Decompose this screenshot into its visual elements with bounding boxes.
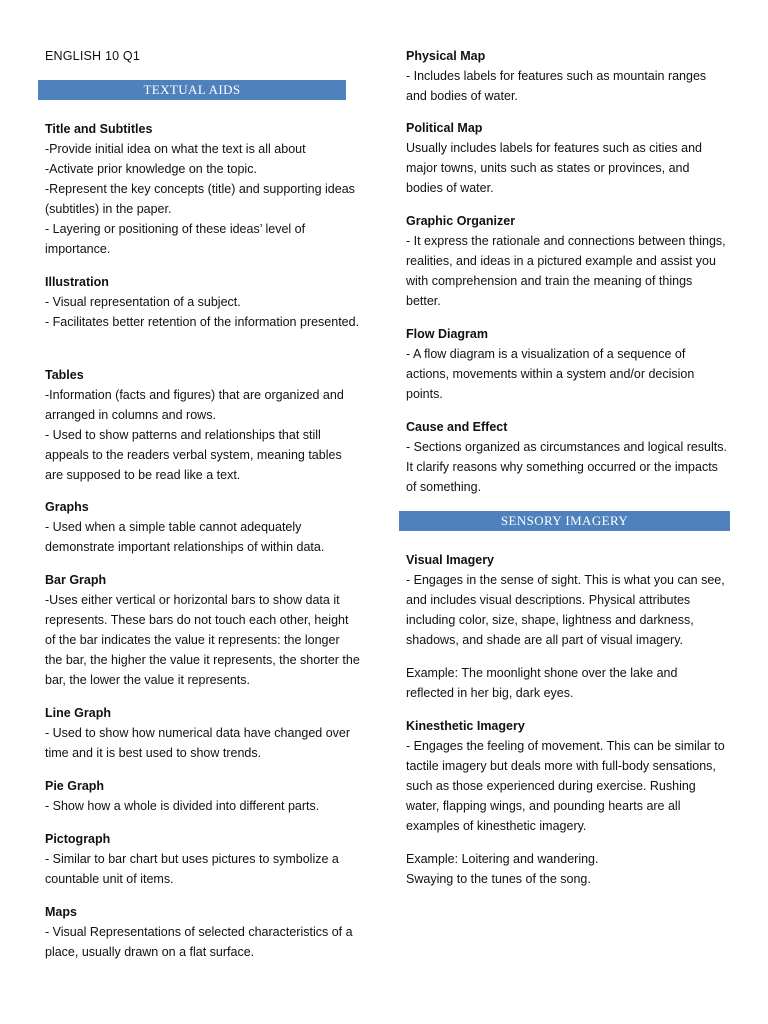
section-line: - Visual representation of a subject. bbox=[45, 295, 241, 309]
section-line: - Engages in the sense of sight. This is what you can see, and includes visual descriptions. Physical attributes including color, size, shape, lightness and darkness, shadows, and shade are all part of visual imagery. bbox=[406, 573, 725, 647]
section-heading: Cause and Effect bbox=[406, 420, 508, 434]
flow-diagram-section bbox=[406, 324, 728, 404]
section-heading: Tables bbox=[45, 368, 84, 382]
section-line: - Show how a whole is divided into different parts. bbox=[45, 799, 320, 813]
tables-section bbox=[45, 365, 360, 485]
graphic-organizer-section bbox=[406, 211, 728, 311]
maps-section bbox=[45, 902, 360, 962]
section-heading: Political Map bbox=[406, 121, 483, 135]
sensory-imagery-banner: SENSORY IMAGERY bbox=[399, 511, 730, 531]
section-line: - Engages the feeling of movement. This can be similar to tactile imagery but deals more with full-body sensations, such as those experienced during exercise. Rushing water, flapping wings, and pounding hearts are all examples of kinesthetic imagery. bbox=[406, 739, 725, 833]
spacer bbox=[406, 650, 728, 663]
section-line: - Sections organized as circumstances and logical results. It clarify reasons why something occurred or the impacts of something. bbox=[406, 440, 727, 494]
section-heading: Kinesthetic Imagery bbox=[406, 719, 525, 733]
example-line: Example: Loitering and wandering. bbox=[406, 852, 599, 866]
physical-map-section bbox=[406, 46, 728, 106]
page-header-title: ENGLISH 10 Q1 bbox=[45, 49, 141, 63]
section-heading: Physical Map bbox=[406, 49, 486, 63]
section-heading: Pictograph bbox=[45, 832, 111, 846]
section-heading: Graphic Organizer bbox=[406, 214, 516, 228]
example-line: Swaying to the tunes of the song. bbox=[406, 872, 591, 886]
section-heading: Visual Imagery bbox=[406, 553, 495, 567]
section-heading: Title and Subtitles bbox=[45, 122, 153, 136]
section-line: - Layering or positioning of these ideas’ level of importance. bbox=[45, 222, 306, 256]
section-line: -Uses either vertical or horizontal bars to show data it represents. These bars do not touch each other, height of the bar indicates the value it represents: the longer the bar, the higher the value it represents, the shorter the bar, the lower the value it represents. bbox=[45, 593, 360, 687]
pie-graph-section bbox=[45, 776, 360, 816]
graphs-section bbox=[45, 497, 360, 557]
section-heading: Maps bbox=[45, 905, 77, 919]
spacer bbox=[406, 836, 728, 849]
section-line: Usually includes labels for features such as cities and major towns, units such as states or provinces, and bodies of water. bbox=[406, 141, 702, 195]
example-line: Example: The moonlight shone over the lake and reflected in her big, dark eyes. bbox=[406, 666, 678, 700]
title-subtitles-section bbox=[45, 119, 360, 259]
illustration-section bbox=[45, 272, 360, 332]
visual-imagery-section bbox=[406, 550, 728, 703]
section-line: - Used to show patterns and relationships that still appeals to the readers verbal system, meaning tables are supposed to be read like a text. bbox=[45, 428, 342, 482]
section-heading: Flow Diagram bbox=[406, 327, 488, 341]
section-line: -Activate prior knowledge on the topic. bbox=[45, 162, 257, 176]
section-line: - Used when a simple table cannot adequately demonstrate important relationships of within data. bbox=[45, 520, 325, 554]
section-heading: Pie Graph bbox=[45, 779, 105, 793]
line-graph-section bbox=[45, 703, 360, 763]
section-line: - Similar to bar chart but uses pictures to symbolize a countable unit of items. bbox=[45, 852, 339, 886]
section-heading: Illustration bbox=[45, 275, 109, 289]
kinesthetic-imagery-section bbox=[406, 716, 728, 889]
section-line: - Visual Representations of selected characteristics of a place, usually drawn on a flat surface. bbox=[45, 925, 353, 959]
section-line: -Provide initial idea on what the text is all about bbox=[45, 142, 306, 156]
section-line: - A flow diagram is a visualization of a sequence of actions, movements within a system and/or decision points. bbox=[406, 347, 695, 401]
section-line: - It express the rationale and connections between things, realities, and ideas in a pictured example and assist you with comprehension and train the meaning of things better. bbox=[406, 234, 726, 308]
cause-effect-section bbox=[406, 417, 728, 497]
section-line: - Used to show how numerical data have changed over time and it is best used to show trends. bbox=[45, 726, 351, 760]
section-heading: Line Graph bbox=[45, 706, 111, 720]
textual-aids-banner: TEXTUAL AIDS bbox=[38, 80, 346, 100]
bar-graph-section bbox=[45, 570, 360, 690]
section-line: - Includes labels for features such as mountain ranges and bodies of water. bbox=[406, 69, 707, 103]
section-line: -Information (facts and figures) that are organized and arranged in columns and rows. bbox=[45, 388, 344, 422]
section-heading: Bar Graph bbox=[45, 573, 107, 587]
section-line: - Facilitates better retention of the information presented. bbox=[45, 315, 360, 329]
section-heading: Graphs bbox=[45, 500, 89, 514]
section-line: -Represent the key concepts (title) and supporting ideas (subtitles) in the paper. bbox=[45, 182, 355, 216]
political-map-section bbox=[406, 118, 728, 198]
pictograph-section bbox=[45, 829, 360, 889]
